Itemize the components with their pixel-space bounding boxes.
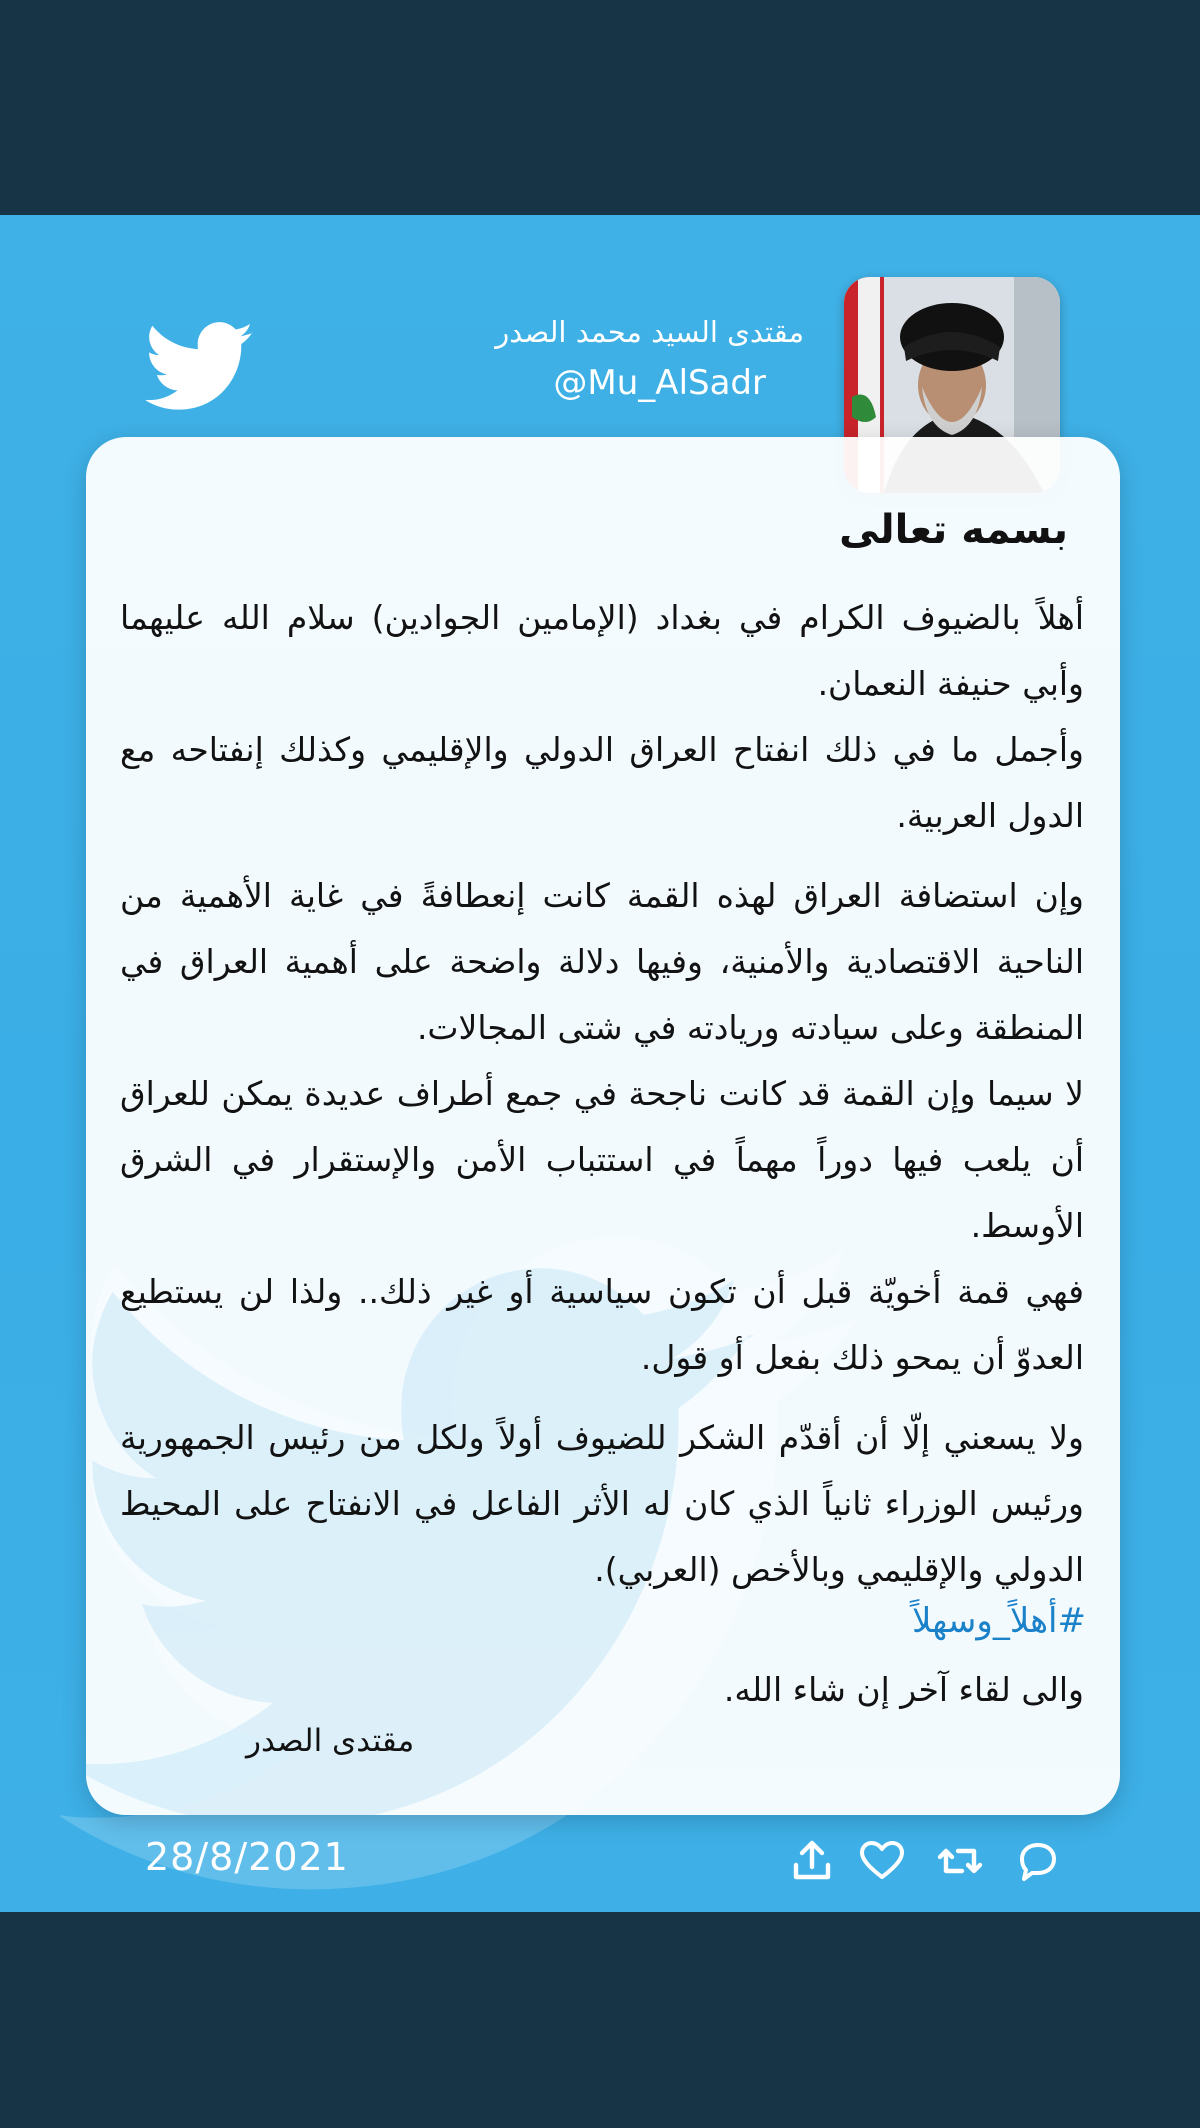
twitter-bird-icon (145, 320, 255, 415)
tweet-actions (0, 1837, 1200, 1897)
retweet-icon[interactable] (936, 1837, 984, 1885)
bottom-frame-bar (0, 1912, 1200, 2128)
heart-icon[interactable] (858, 1837, 906, 1885)
tweet-paragraph: أهلاً بالضيوف الكرام في بغداد (الإمامين الجوادين) سلام الله عليهما وأبي حنيفة النعمان. (120, 598, 1084, 703)
tweet-paragraph: وإن استضافة العراق لهذه القمة كانت إنعطافةً في غاية الأهمية من الناحية الاقتصادية والأمنية، وفيها دلالة واضحة على أهمية العراق في المنطقة وعلى سيادته وريادته في شتى المجالات. (120, 876, 1084, 1047)
share-icon[interactable] (788, 1837, 836, 1885)
author-handle[interactable]: @Mu_AlSadr (553, 363, 766, 403)
tweet-signature: مقتدى الصدر (246, 1723, 415, 1759)
top-frame-bar (0, 0, 1200, 215)
author-name[interactable]: مقتدى السيد محمد الصدر (495, 315, 804, 349)
tweet-paragraph: فهي قمة أخويّة قبل أن تكون سياسية أو غير ذلك.. ولذا لن يستطيع العدوّ أن يمحو ذلك بفعل أو قول. (120, 1272, 1084, 1377)
reply-icon[interactable] (1014, 1837, 1062, 1885)
tweet-body (120, 585, 1084, 1603)
tweet-paragraph: ولا يسعني إلّا أن أقدّم الشكر للضيوف أولاً ولكل من رئيس الجمهورية ورئيس الوزراء ثانياً الذي كان له الأثر الفاعل في الانفتاح على المحيط الدولي والإقليمي وبالأخص (العربي). (120, 1418, 1084, 1589)
tweet-graphic-panel (0, 215, 1200, 1912)
tweet-date: 28/8/2021 (145, 1835, 349, 1879)
hashtag-link[interactable]: #أهلاً_وسهلاً (911, 1601, 1086, 1641)
tweet-closing: والى لقاء آخر إن شاء الله. (723, 1670, 1084, 1709)
tweet-card (86, 437, 1120, 1815)
tweet-heading: بسمه تعالى (839, 507, 1068, 553)
tweet-paragraph: لا سيما وإن القمة قد كانت ناجحة في جمع أطراف عديدة يمكن للعراق أن يلعب فيها دوراً مهماً في استتباب الأمن والإستقرار في الشرق الأوسط. (120, 1074, 1084, 1245)
tweet-paragraph: وأجمل ما في ذلك انفتاح العراق الدولي والإقليمي وكذلك إنفتاحه مع الدول العربية. (120, 730, 1084, 835)
